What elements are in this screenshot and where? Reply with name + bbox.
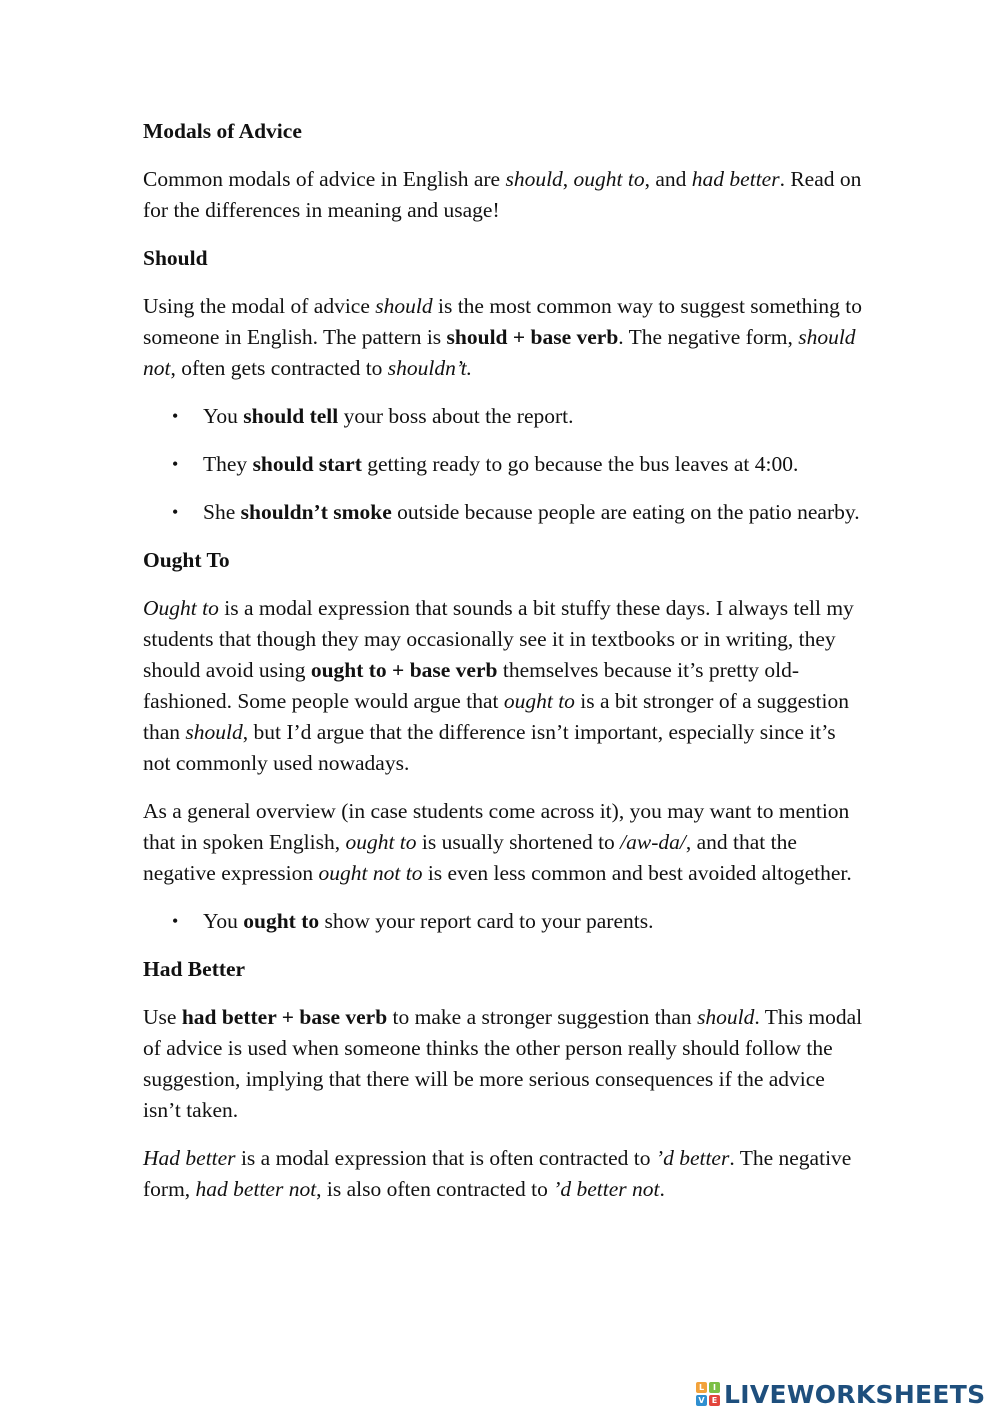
italic-text: ’d better not [553,1177,660,1201]
text-run: , and [644,167,692,191]
text-run: is even less common and best avoided altogether. [422,861,852,885]
example-list [143,401,863,528]
paragraph [143,593,863,779]
text-run: Use [143,1005,182,1029]
text-run: Using the modal of advice [143,294,376,318]
section-heading: Ought To [143,548,230,572]
logo-tile: I [709,1382,720,1393]
text-run: outside because people are eating on the patio nearby. [391,500,860,524]
text-run: is usually shortened to [416,830,621,854]
liveworksheets-brand [696,1378,985,1410]
text-run: is a bit stronger of a suggestion than [143,689,850,744]
text-run: themselves because it’s pretty old-fashioned. Some people would argue that [143,658,799,713]
intro-paragraph [143,164,863,226]
text-run: , [562,167,574,191]
bold-text: should + base verb [446,325,619,349]
paragraph [143,796,863,889]
example-item [143,497,863,528]
logo-tile: V [696,1395,707,1406]
italic-text: ’d better [655,1146,730,1170]
example-list [143,906,863,937]
text-run: is a modal expression that sounds a bit stuffy these days. I always tell my students that though they may occasionally see it in textbooks or in writing, they should avoid using [143,596,854,682]
document-title: Modals of Advice [143,119,302,143]
bold-text: had better + base verb [181,1005,388,1029]
example-item [143,906,863,937]
text-run: your boss about the report. [338,404,574,428]
italic-text: should [375,294,433,318]
text-run: As a general overview (in case students come across it), you may want to mention that in spoken English, [143,799,850,854]
text-run: . [659,1177,665,1201]
italic-text: should not [143,325,856,380]
liveworksheets-logo-icon [696,1382,720,1406]
section-heading: Had Better [143,957,246,981]
text-run: You [203,404,244,428]
italic-text: ought to [573,167,645,191]
paragraph [143,1002,863,1126]
italic-text: ought to [345,830,417,854]
bold-text: should start [252,452,362,476]
italic-text: ought to [503,689,575,713]
paragraph [143,1143,863,1205]
text-run: She [203,500,241,524]
text-run: , is also often contracted to [316,1177,554,1201]
text-run: , and that the negative expression [143,830,797,885]
text-run: You [203,909,244,933]
logo-tile: L [696,1382,707,1393]
bold-text: shouldn’t smoke [240,500,392,524]
text-run: , often gets contracted to [170,356,388,380]
text-run: show your report card to your parents. [319,909,654,933]
italic-text: should [185,720,243,744]
text-run: They [203,452,253,476]
text-run: is a modal expression that is often contracted to [235,1146,656,1170]
sections-container [143,243,863,1205]
text-run: getting ready to go because the bus leaves at 4:00. [361,452,799,476]
text-run: . The negative form, [618,325,799,349]
logo-tile: E [709,1395,720,1406]
italic-text: /aw-da/ [620,830,686,854]
example-item [143,449,863,480]
italic-text: should [697,1005,755,1029]
italic-text: Had better [143,1146,236,1170]
italic-text: had better [691,167,780,191]
text-run: is the most common way to suggest something to someone in English. The pattern is [143,294,862,349]
text-run: . The negative form, [143,1146,852,1201]
italic-text: should [505,167,563,191]
bold-text: ought to [243,909,320,933]
example-item [143,401,863,432]
text-run: , but I’d argue that the difference isn’t important, especially since it’s not commonly used nowadays. [143,720,836,775]
text-run: . Read on for the differences in meaning and usage! [143,167,862,222]
brand-wordmark: LIVEWORKSHEETS [724,1379,986,1409]
text-run: . This modal of advice is used when someone thinks the other person really should follow the suggestion, implying that there will be more serious consequences if the advice isn’t taken. [143,1005,863,1122]
text-run: to make a stronger suggestion than [387,1005,698,1029]
italic-text: shouldn’t. [387,356,473,380]
worksheet-page [143,116,863,1205]
paragraph [143,291,863,384]
italic-text: Ought to [143,596,219,620]
text-run: Common modals of advice in English are [143,167,506,191]
italic-text: had better not [195,1177,317,1201]
bold-text: should tell [243,404,339,428]
section-heading: Should [143,246,208,270]
italic-text: ought not to [318,861,423,885]
bold-text: ought to + base verb [310,658,498,682]
